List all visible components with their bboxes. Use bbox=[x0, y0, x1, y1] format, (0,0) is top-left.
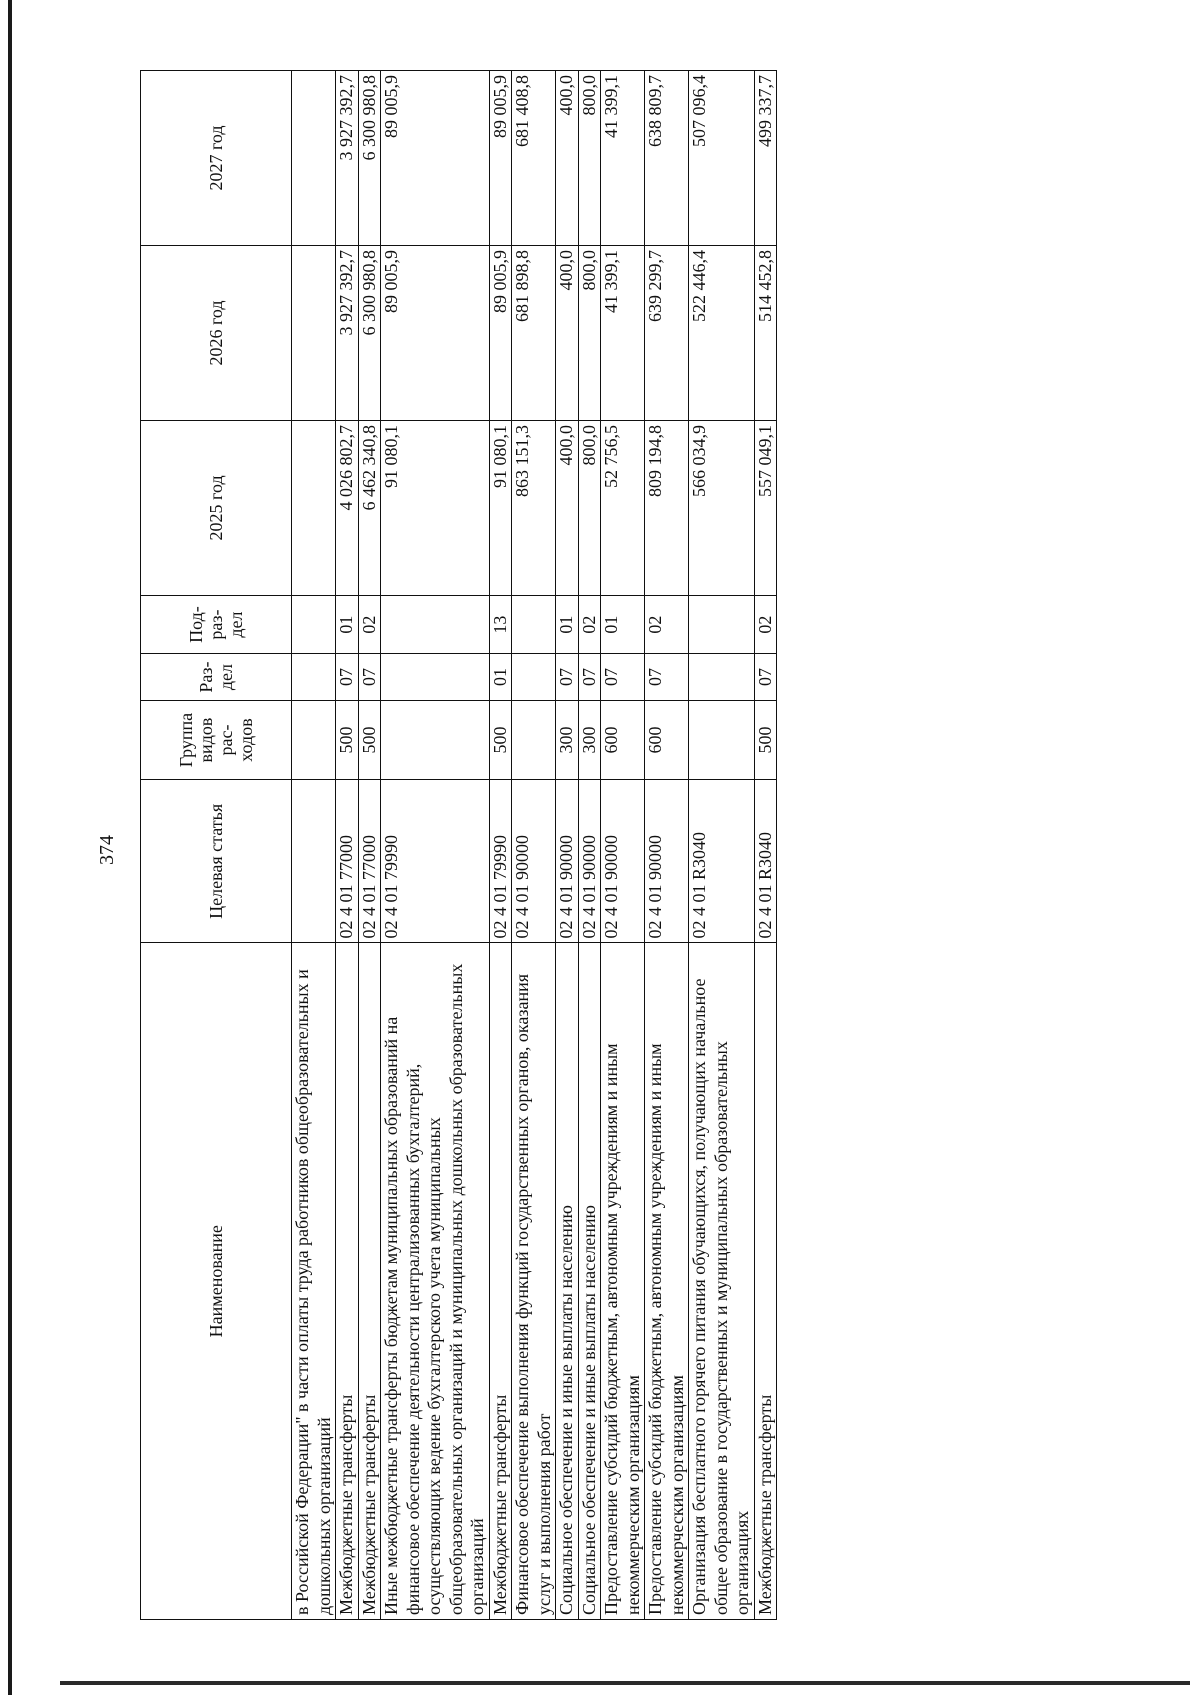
cell-target-article: 02 4 01 90000 bbox=[601, 780, 645, 943]
cell-target-article: 02 4 01 90000 bbox=[578, 780, 601, 943]
cell-razdel bbox=[512, 654, 556, 701]
cell-2025 bbox=[292, 420, 336, 595]
cell-target-article: 02 4 01 90000 bbox=[556, 780, 579, 943]
cell-2026: 522 446,4 bbox=[689, 246, 755, 421]
table-row bbox=[381, 71, 490, 1620]
cell-2027 bbox=[292, 71, 336, 246]
table-row bbox=[601, 71, 645, 1620]
cell-target-article: 02 4 01 R3040 bbox=[754, 780, 777, 943]
cell-2026: 639 299,7 bbox=[645, 246, 689, 421]
cell-target-article bbox=[292, 780, 336, 943]
cell-expense-group: 500 bbox=[358, 700, 381, 779]
cell-podrazdel: 01 bbox=[601, 595, 645, 653]
cell-expense-group: 600 bbox=[601, 700, 645, 779]
cell-target-article: 02 4 01 77000 bbox=[358, 780, 381, 943]
cell-2026: 800,0 bbox=[578, 246, 601, 421]
cell-podrazdel: 02 bbox=[578, 595, 601, 653]
header-expense-group: Группа видов рас-ходов bbox=[141, 700, 292, 779]
cell-2027: 89 005,9 bbox=[489, 71, 512, 246]
table-header-row bbox=[141, 71, 292, 1620]
cell-expense-group bbox=[689, 700, 755, 779]
cell-2025: 557 049,1 bbox=[754, 420, 777, 595]
cell-razdel: 07 bbox=[358, 654, 381, 701]
cell-expense-group: 300 bbox=[556, 700, 579, 779]
cell-name: Финансовое обеспечение выполнения функций государственных органов, оказания услуг и выполнения работ bbox=[512, 943, 556, 1620]
cell-razdel: 07 bbox=[578, 654, 601, 701]
cell-razdel: 07 bbox=[336, 654, 359, 701]
cell-2025: 6 462 340,8 bbox=[358, 420, 381, 595]
cell-2025: 52 756,5 bbox=[601, 420, 645, 595]
table-row bbox=[358, 71, 381, 1620]
table-row bbox=[689, 71, 755, 1620]
cell-2025: 91 080,1 bbox=[381, 420, 490, 595]
cell-2026: 6 300 980,8 bbox=[358, 246, 381, 421]
cell-name: Предоставление субсидий бюджетным, автономным учреждениям и иным некоммерческим организациям bbox=[601, 943, 645, 1620]
cell-2027: 681 408,8 bbox=[512, 71, 556, 246]
cell-razdel: 07 bbox=[601, 654, 645, 701]
cell-podrazdel: 02 bbox=[754, 595, 777, 653]
header-podrazdel: Под-раз-дел bbox=[141, 595, 292, 653]
table-row bbox=[512, 71, 556, 1620]
cell-expense-group: 600 bbox=[645, 700, 689, 779]
cell-2025: 400,0 bbox=[556, 420, 579, 595]
cell-target-article: 02 4 01 77000 bbox=[336, 780, 359, 943]
cell-target-article: 02 4 01 79990 bbox=[381, 780, 490, 943]
cell-2026: 681 898,8 bbox=[512, 246, 556, 421]
cell-podrazdel bbox=[292, 595, 336, 653]
cell-2026: 89 005,9 bbox=[381, 246, 490, 421]
cell-2027: 89 005,9 bbox=[381, 71, 490, 246]
cell-2027: 41 399,1 bbox=[601, 71, 645, 246]
table-row bbox=[292, 71, 336, 1620]
cell-podrazdel: 01 bbox=[556, 595, 579, 653]
cell-razdel bbox=[381, 654, 490, 701]
cell-podrazdel bbox=[381, 595, 490, 653]
cell-2026: 514 452,8 bbox=[754, 246, 777, 421]
table-row bbox=[556, 71, 579, 1620]
cell-expense-group: 500 bbox=[336, 700, 359, 779]
cell-expense-group bbox=[512, 700, 556, 779]
cell-name: Социальное обеспечение и иные выплаты населению bbox=[556, 943, 579, 1620]
cell-2025: 566 034,9 bbox=[689, 420, 755, 595]
table-row bbox=[578, 71, 601, 1620]
header-2027: 2027 год bbox=[141, 71, 292, 246]
cell-2027: 507 096,4 bbox=[689, 71, 755, 246]
cell-2026: 41 399,1 bbox=[601, 246, 645, 421]
cell-name: Межбюджетные трансферты bbox=[336, 943, 359, 1620]
cell-2026: 89 005,9 bbox=[489, 246, 512, 421]
cell-2025: 91 080,1 bbox=[489, 420, 512, 595]
cell-name: Социальное обеспечение и иные выплаты населению bbox=[578, 943, 601, 1620]
cell-razdel bbox=[292, 654, 336, 701]
cell-2027: 499 337,7 bbox=[754, 71, 777, 246]
cell-2026: 400,0 bbox=[556, 246, 579, 421]
cell-2025: 809 194,8 bbox=[645, 420, 689, 595]
header-2025: 2025 год bbox=[141, 420, 292, 595]
header-name: Наименование bbox=[141, 943, 292, 1620]
cell-2025: 800,0 bbox=[578, 420, 601, 595]
cell-name: Межбюджетные трансферты bbox=[754, 943, 777, 1620]
scan-border-left bbox=[8, 0, 12, 1695]
cell-2025: 4 026 802,7 bbox=[336, 420, 359, 595]
cell-2026 bbox=[292, 246, 336, 421]
cell-name: Межбюджетные трансферты bbox=[489, 943, 512, 1620]
cell-2027: 638 809,7 bbox=[645, 71, 689, 246]
cell-razdel: 01 bbox=[489, 654, 512, 701]
cell-2026: 3 927 392,7 bbox=[336, 246, 359, 421]
table-body bbox=[292, 71, 777, 1620]
cell-podrazdel bbox=[512, 595, 556, 653]
cell-target-article: 02 4 01 79990 bbox=[489, 780, 512, 943]
cell-name: Предоставление субсидий бюджетным, автономным учреждениям и иным некоммерческим организациям bbox=[645, 943, 689, 1620]
cell-2025: 863 151,3 bbox=[512, 420, 556, 595]
cell-razdel: 07 bbox=[556, 654, 579, 701]
table-row bbox=[645, 71, 689, 1620]
cell-target-article: 02 4 01 90000 bbox=[645, 780, 689, 943]
cell-name: в Российской Федерации" в части оплаты труда работников общеобразовательных и дошкольных организаций bbox=[292, 943, 336, 1620]
cell-expense-group bbox=[292, 700, 336, 779]
cell-razdel: 07 bbox=[645, 654, 689, 701]
table-row bbox=[489, 71, 512, 1620]
cell-target-article: 02 4 01 R3040 bbox=[689, 780, 755, 943]
cell-razdel bbox=[689, 654, 755, 701]
cell-expense-group bbox=[381, 700, 490, 779]
cell-2027: 400,0 bbox=[556, 71, 579, 246]
header-target-article: Целевая статья bbox=[141, 780, 292, 943]
cell-podrazdel: 02 bbox=[358, 595, 381, 653]
cell-expense-group: 500 bbox=[489, 700, 512, 779]
scan-border-bottom bbox=[60, 1681, 1190, 1685]
cell-name: Иные межбюджетные трансферты бюджетам муниципальных образований на финансовое обеспечение деятельности централизованных бухгалтерий, осуществляющих ведение бухгалтерского учета муниципальных общеобразовательных организаций и муниципальных дошкольных образовательных организаций bbox=[381, 943, 490, 1620]
rotated-page-content bbox=[140, 70, 777, 1620]
cell-expense-group: 500 bbox=[754, 700, 777, 779]
cell-2027: 6 300 980,8 bbox=[358, 71, 381, 246]
cell-target-article: 02 4 01 90000 bbox=[512, 780, 556, 943]
cell-name: Организация бесплатного горячего питания обучающихся, получающих начальное общее образование в государственных и муниципальных образовательных организациях bbox=[689, 943, 755, 1620]
budget-table bbox=[140, 70, 777, 1620]
cell-podrazdel: 02 bbox=[645, 595, 689, 653]
cell-expense-group: 300 bbox=[578, 700, 601, 779]
cell-podrazdel: 13 bbox=[489, 595, 512, 653]
cell-2027: 800,0 bbox=[578, 71, 601, 246]
cell-razdel: 07 bbox=[754, 654, 777, 701]
cell-2027: 3 927 392,7 bbox=[336, 71, 359, 246]
cell-name: Межбюджетные трансферты bbox=[358, 943, 381, 1620]
cell-podrazdel: 01 bbox=[336, 595, 359, 653]
page-number: 374 bbox=[96, 835, 118, 865]
header-2026: 2026 год bbox=[141, 246, 292, 421]
table-row bbox=[754, 71, 777, 1620]
header-razdel: Раз-дел bbox=[141, 654, 292, 701]
table-row bbox=[336, 71, 359, 1620]
cell-podrazdel bbox=[689, 595, 755, 653]
